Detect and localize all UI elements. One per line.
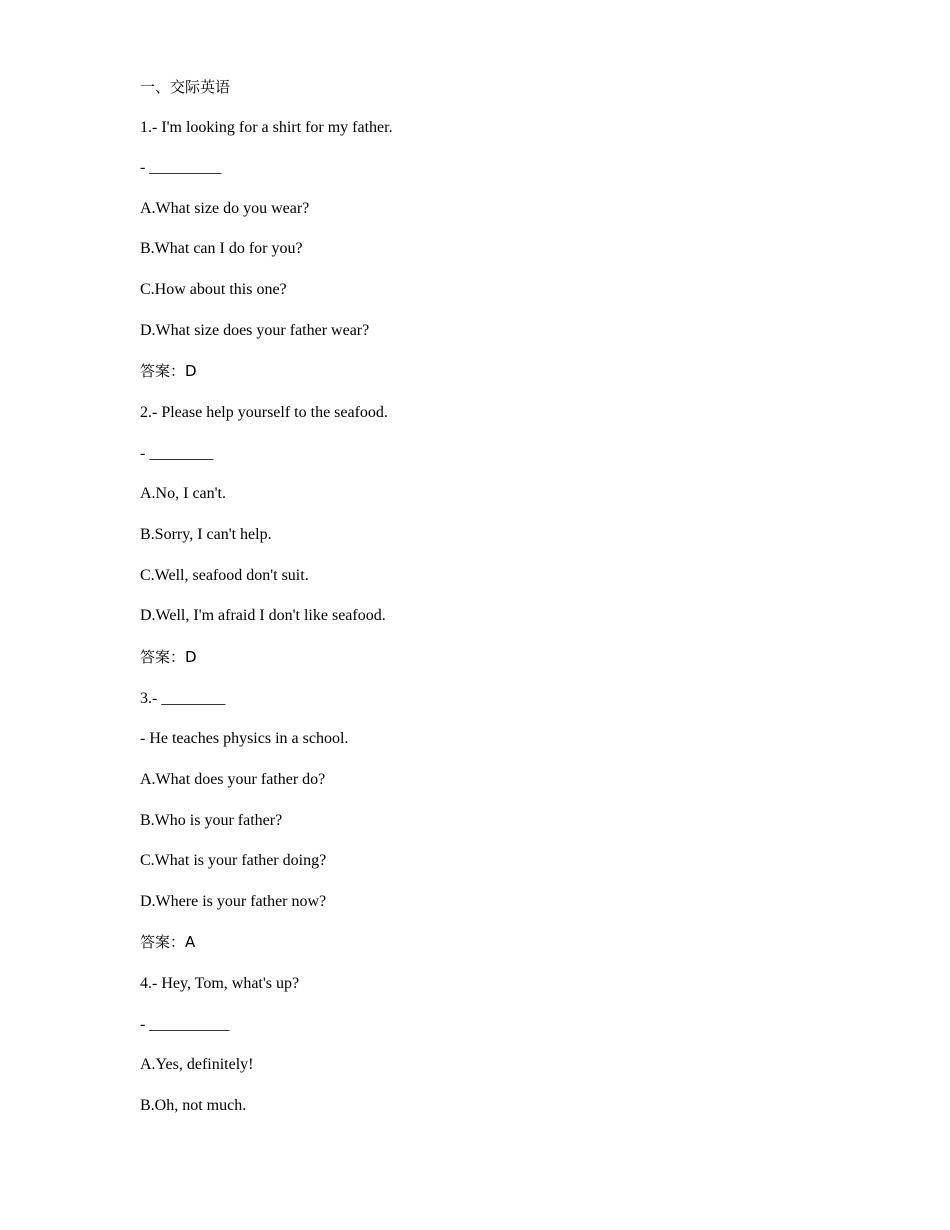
question-4-stem: 4.- Hey, Tom, what's up?	[140, 975, 300, 993]
question-2-answer: 答案：D	[140, 647, 197, 666]
question-2-option-b: B.Sorry, I can't help.	[140, 525, 272, 543]
question-1-option-d: D.What size does your father wear?	[140, 321, 370, 339]
question-1-option-c: C.How about this one?	[140, 280, 287, 298]
question-3-option-b: B.Who is your father?	[140, 811, 283, 829]
question-2-stem: 2.- Please help yourself to the seafood.	[140, 404, 388, 422]
question-3-response: - He teaches physics in a school.	[140, 730, 349, 748]
question-3-option-c: C.What is your father doing?	[140, 852, 327, 870]
question-2-response: - ________	[140, 444, 214, 462]
question-4-response: - __________	[140, 1015, 230, 1033]
question-3-option-a: A.What does your father do?	[140, 770, 326, 788]
question-3-answer: 答案：A	[140, 933, 196, 952]
question-1-stem: 1.- I'm looking for a shirt for my father.	[140, 118, 393, 136]
question-1-response: - _________	[140, 159, 222, 177]
section-title: 一、交际英语	[140, 78, 231, 96]
question-1-option-b: B.What can I do for you?	[140, 240, 303, 258]
question-4-option-a: A.Yes, definitely!	[140, 1056, 254, 1074]
question-2-option-c: C.Well, seafood don't suit.	[140, 566, 309, 584]
question-2-option-a: A.No, I can't.	[140, 485, 226, 503]
question-1-option-a: A.What size do you wear?	[140, 199, 310, 217]
question-3-option-d: D.Where is your father now?	[140, 892, 327, 910]
question-1-answer: 答案：D	[140, 362, 197, 381]
question-4-option-b: B.Oh, not much.	[140, 1097, 247, 1115]
question-3-stem: 3.- ________	[140, 689, 226, 707]
document-content	[140, 76, 820, 1136]
question-2-option-d: D.Well, I'm afraid I don't like seafood.	[140, 607, 386, 625]
